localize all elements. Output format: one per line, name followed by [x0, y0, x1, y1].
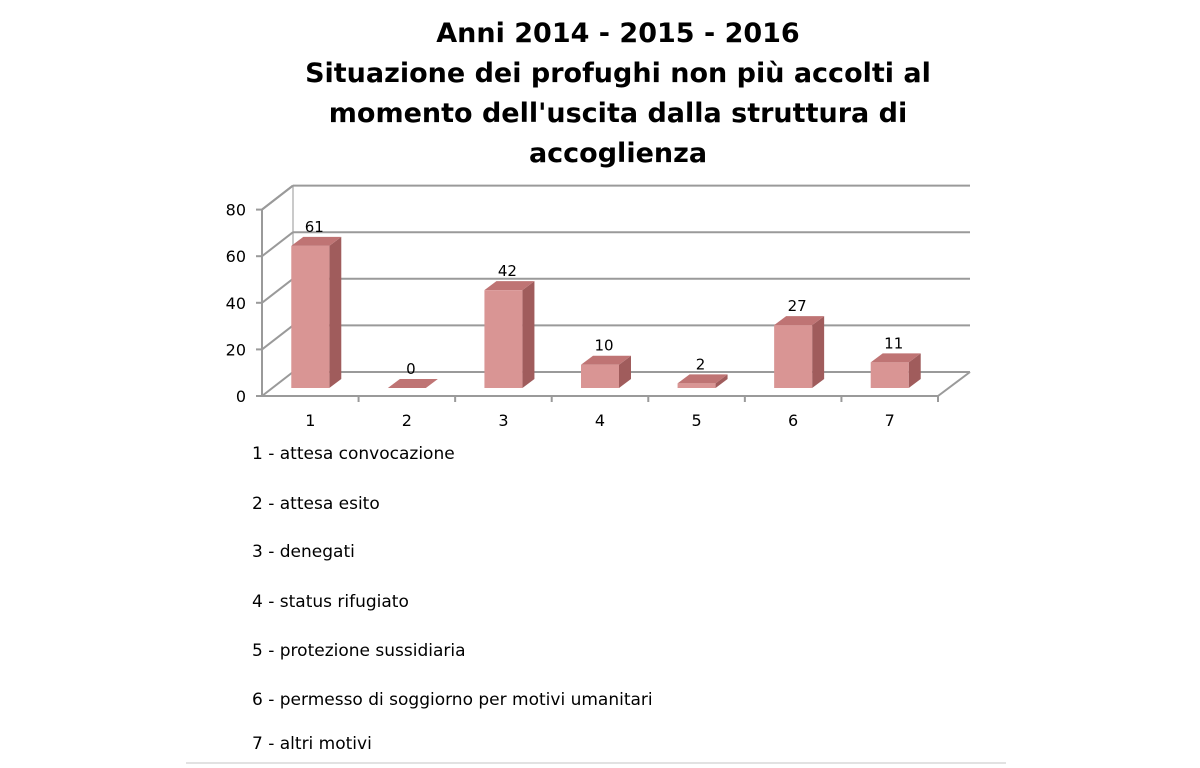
chart-title-line-2: Situazione dei profughi non più accolti al — [305, 58, 931, 89]
bar-6 — [774, 316, 824, 388]
gridline-diagonal-80 — [262, 186, 293, 210]
gridline-diagonal-0 — [262, 372, 293, 396]
bar-7 — [871, 353, 921, 388]
bar-side-1 — [329, 237, 341, 388]
legend-item-1: 1 - attesa convocazione — [252, 444, 455, 464]
legend-item-6: 6 - permesso di soggiorno per motivi umanitari — [252, 690, 653, 710]
data-label-2: 0 — [406, 360, 416, 378]
chart-title-line-4: accoglienza — [528, 138, 708, 169]
x-tick-label-5: 5 — [691, 411, 702, 430]
x-tick-label-2: 2 — [401, 411, 412, 430]
bar-front-6 — [774, 325, 812, 388]
bar-front-3 — [484, 290, 522, 388]
bar-2 — [388, 379, 438, 388]
data-label-7: 11 — [884, 334, 904, 353]
gridline-diagonal-60 — [262, 232, 293, 256]
legend-item-4: 4 - status rifugiato — [252, 592, 409, 612]
x-tick-label-4: 4 — [594, 411, 606, 430]
x-tick-label-6: 6 — [788, 411, 799, 430]
gridline-diagonal-40 — [262, 279, 293, 303]
data-label-6: 27 — [787, 297, 807, 316]
chart-title-line-1: Anni 2014 - 2015 - 2016 — [436, 18, 800, 49]
bar-3 — [484, 281, 534, 388]
data-label-5: 2 — [695, 355, 706, 374]
legend-item-3: 3 - denegati — [252, 542, 355, 562]
y-tick-label-20: 20 — [225, 340, 246, 360]
bar-front-5 — [678, 383, 716, 388]
bar-side-6 — [812, 316, 824, 388]
legend-item-5: 5 - protezione sussidiaria — [252, 641, 466, 661]
bar-4 — [581, 356, 631, 388]
x-tick-label-7: 7 — [884, 411, 895, 430]
chart-title-line-3: momento dell'uscita dalla struttura di — [328, 98, 908, 129]
bottom-divider — [186, 762, 1006, 764]
y-tick-label-40: 40 — [225, 293, 246, 313]
bar-1 — [291, 237, 341, 388]
y-tick-label-0: 0 — [235, 387, 246, 406]
x-tick-label-3: 3 — [498, 411, 509, 430]
data-label-1: 61 — [304, 217, 324, 236]
bar-front-1 — [291, 246, 329, 388]
data-label-3: 42 — [497, 262, 517, 281]
bar-5 — [678, 374, 728, 388]
y-tick-label-60: 60 — [225, 247, 246, 267]
legend-item-7: 7 - altri motivi — [252, 734, 372, 754]
bar-front-4 — [581, 365, 619, 388]
data-label-4: 10 — [594, 336, 614, 355]
y-tick-label-80: 80 — [225, 200, 246, 220]
bar-top-2 — [388, 379, 438, 388]
bar-side-3 — [522, 281, 534, 388]
legend-item-2: 2 - attesa esito — [252, 494, 380, 514]
x-tick-label-1: 1 — [305, 411, 316, 430]
floor-right-edge — [938, 372, 970, 396]
bar-front-7 — [871, 362, 909, 388]
gridline-diagonal-20 — [262, 325, 293, 349]
